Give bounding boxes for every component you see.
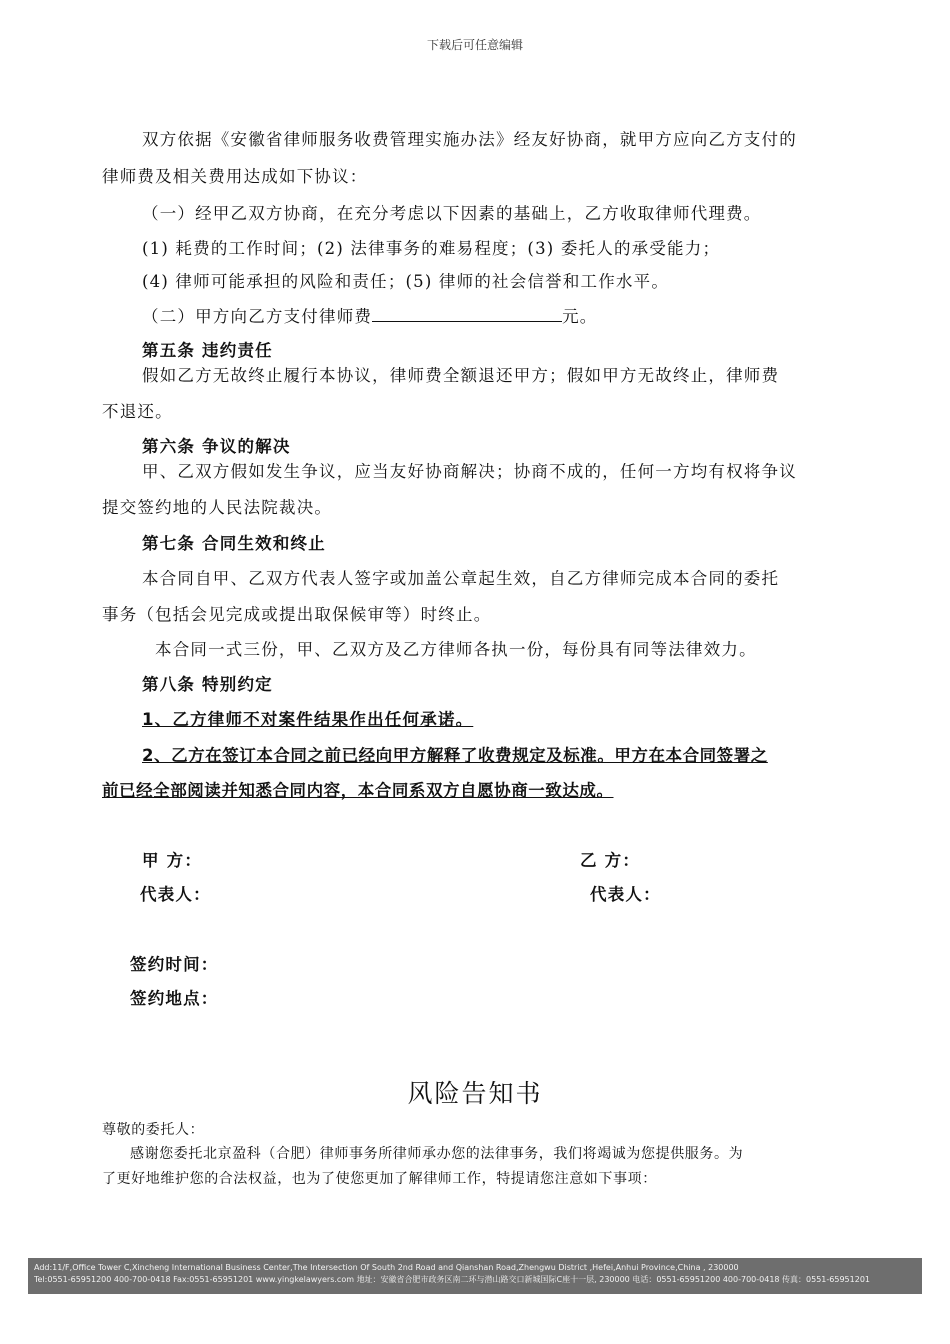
article-7-heading: 第七条 合同生效和终止 — [142, 534, 326, 553]
footer-banner — [28, 1258, 922, 1294]
article-6-line-2: 提交签约地的人民法院裁决。 — [102, 498, 333, 517]
intro-line-1: 双方依据《安徽省律师服务收费管理实施办法》经友好协商，就甲方应向乙方支付的 — [142, 130, 797, 149]
article-8-item-1: 1、乙方律师不对案件结果作出任何承诺。 — [142, 710, 474, 729]
fee-amount-blank — [372, 307, 562, 322]
risk-notice-salutation: 尊敬的委托人： — [102, 1122, 205, 1138]
sign-place-label: 签约地点： — [130, 989, 219, 1008]
article-7-line-3: 本合同一式三份，甲、乙双方及乙方律师各执一份，每份具有同等法律效力。 — [155, 640, 757, 659]
article-6-line-1: 甲、乙双方假如发生争议，应当友好协商解决；协商不成的，任何一方均有权将争议 — [142, 462, 797, 481]
article-5-line-2: 不退还。 — [102, 402, 173, 421]
risk-notice-title: 风险告知书 — [407, 1079, 543, 1108]
header-note: 下载后可任意编辑 — [426, 38, 523, 52]
article-5-heading: 第五条 违约责任 — [142, 341, 273, 360]
fee-clause-1: （一）经甲乙双方协商，在充分考虑以下因素的基础上，乙方收取律师代理费。 — [142, 204, 762, 223]
article-8-item-2-line-2: 前已经全部阅读并知悉合同内容，本合同系双方自愿协商一致达成。 — [102, 781, 614, 800]
footer-address-line: Add:11/F,Office Tower C,Xincheng International Business Center,The Intersection Of South 2nd Road and Qianshan Road,Zhengwu District ,Hefei,Anhui Province,China , 230000 — [34, 1263, 739, 1272]
representative-b-label: 代表人： — [590, 885, 661, 904]
article-7-line-1: 本合同自甲、乙双方代表人签字或加盖公章起生效，自乙方律师完成本合同的委托 — [142, 569, 780, 588]
sign-time-label: 签约时间： — [130, 955, 219, 974]
risk-notice-line-2: 了更好地维护您的合法权益，也为了使您更加了解律师工作，特提请您注意如下事项： — [102, 1171, 657, 1187]
article-5-line-1: 假如乙方无故终止履行本协议，律师费全额退还甲方；假如甲方无故终止，律师费 — [142, 366, 780, 385]
fee-factors-1: (1) 耗费的工作时间；(2) 法律事务的难易程度；(3) 委托人的承受能力； — [142, 239, 721, 258]
intro-line-2: 律师费及相关费用达成如下协议： — [102, 167, 368, 186]
article-8-item-2-line-1: 2、乙方在签订本合同之前已经向甲方解释了收费规定及标准。甲方在本合同签署之 — [142, 746, 768, 765]
representative-a-label: 代表人： — [140, 885, 211, 904]
party-a-label: 甲 方： — [142, 851, 203, 870]
fee-clause-2-suffix: 元。 — [562, 307, 598, 326]
party-b-label: 乙 方： — [580, 851, 641, 870]
article-7-line-2: 事务（包括会见完成或提出取保候审等）时终止。 — [102, 605, 492, 624]
footer-contact-line: Tel:0551-65951200 400-700-0418 Fax:0551-65951201 www.yingkelawyers.com 地址：安徽省合肥市政务区南二环与潜山路交口新城国际C座十一层, 230000 电话：0551-65951200 400-700-0418 传真：0551-65951201 — [34, 1275, 871, 1284]
article-6-heading: 第六条 争议的解决 — [142, 437, 291, 456]
fee-factors-2: (4) 律师可能承担的风险和责任；(5) 律师的社会信誉和工作水平。 — [142, 272, 670, 291]
article-8-heading: 第八条 特别约定 — [142, 675, 273, 694]
fee-clause-2-prefix: （二）甲方向乙方支付律师费 — [142, 307, 373, 326]
risk-notice-line-1: 感谢您委托北京盈科（合肥）律师事务所律师承办您的法律事务，我们将竭诚为您提供服务。为 — [130, 1146, 744, 1162]
fee-clause-2 — [142, 303, 598, 327]
